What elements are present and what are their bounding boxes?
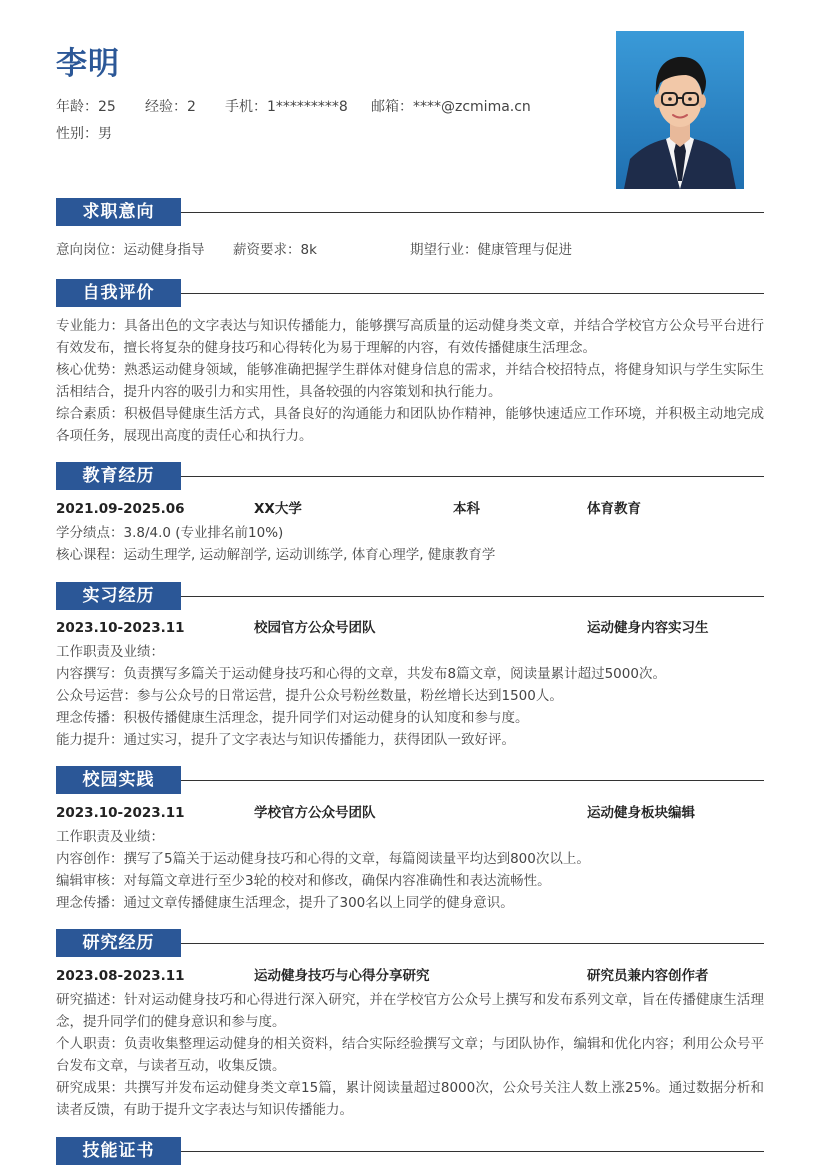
section-skills xyxy=(56,1137,764,1165)
section-intent xyxy=(56,198,764,226)
campus-line: 编辑审核：对每篇文章进行至少3轮的校对和修改，确保内容准确性和表达流畅性。 xyxy=(56,873,551,889)
research-topic: 运动健身技巧与心得分享研究 xyxy=(254,968,430,984)
campus-date: 2023.10-2023.11 xyxy=(56,805,185,821)
section-divider xyxy=(181,293,764,294)
section-divider xyxy=(181,943,764,944)
section-divider xyxy=(181,212,764,213)
intern-date: 2023.10-2023.11 xyxy=(56,620,185,636)
email-field: 邮箱：****@zcmima.cn xyxy=(371,99,531,115)
intent-position: 意向岗位：运动健身指导 xyxy=(56,242,205,258)
research-para: 研究成果：共撰写并发布运动健身类文章15篇，累计阅读量超过8000次，公众号关注人数上涨25%。通过数据分析和读者反馈，有助于提升文字表达与知识传播能力。 xyxy=(56,1080,764,1118)
intent-salary: 薪资要求：8k xyxy=(233,242,317,258)
age-field: 年龄：25 xyxy=(56,99,116,115)
gender-field: 性别：男 xyxy=(56,126,112,142)
intern-line: 内容撰写：负责撰写多篇关于运动健身技巧和心得的文章，共发布8篇文章，阅读量累计超过5000次。 xyxy=(56,666,666,682)
campus-line: 工作职责及业绩： xyxy=(56,829,164,845)
section-title: 求职意向 xyxy=(56,198,181,226)
section-self xyxy=(56,279,764,307)
section-campus xyxy=(56,766,764,794)
edu-courses: 核心课程：运动生理学, 运动解剖学, 运动训练学, 体育心理学, 健康教育学 xyxy=(56,547,496,563)
experience-field: 经验：2 xyxy=(145,99,196,115)
contact-row xyxy=(56,96,616,116)
campus-line: 理念传播：通过文章传播健康生活理念，提升了300名以上同学的健身意识。 xyxy=(56,895,514,911)
intern-line: 公众号运营：参与公众号的日常运营，提升公众号粉丝数量，粉丝增长达到1500人。 xyxy=(56,688,563,704)
candidate-name: 李明 xyxy=(56,46,120,82)
section-research xyxy=(56,929,764,957)
section-title: 实习经历 xyxy=(56,582,181,610)
edu-gpa: 学分绩点：3.8/4.0 (专业排名前10%) xyxy=(56,525,284,541)
edu-date: 2021.09-2025.06 xyxy=(56,501,185,517)
edu-major: 体育教育 xyxy=(587,501,641,517)
campus-org: 学校官方公众号团队 xyxy=(254,805,376,821)
section-divider xyxy=(181,780,764,781)
self-eval-para: 专业能力：具备出色的文字表达与知识传播能力，能够撰写高质量的运动健身类文章，并结合学校官方公众号平台进行有效发布，擅长将复杂的健身技巧和心得转化为易于理解的内容，有效传播健康生活理念。 xyxy=(56,318,764,356)
research-role: 研究员兼内容创作者 xyxy=(587,968,709,984)
edu-degree: 本科 xyxy=(453,501,480,517)
section-title: 自我评价 xyxy=(56,279,181,307)
section-internship xyxy=(56,582,764,610)
section-education xyxy=(56,462,764,490)
intern-role: 运动健身内容实习生 xyxy=(587,620,709,636)
intent-row xyxy=(56,239,764,261)
intern-line: 理念传播：积极传播健康生活理念，提升同学们对运动健身的认知度和参与度。 xyxy=(56,710,529,726)
research-header-row xyxy=(56,965,764,987)
portrait-illustration xyxy=(616,31,744,189)
portrait-photo xyxy=(616,31,744,189)
section-title: 技能证书 xyxy=(56,1137,181,1165)
research-para: 个人职责：负责收集整理运动健身的相关资料，结合实际经验撰写文章；与团队协作，编辑和优化内容；利用公众号平台发布文章，与读者互动，收集反馈。 xyxy=(56,1036,764,1074)
campus-header-row xyxy=(56,802,764,824)
research-para: 研究描述：针对运动健身技巧和心得进行深入研究，并在学校官方公众号上撰写和发布系列文章，旨在传播健康生活理念，提升同学们的健身意识和参与度。 xyxy=(56,992,764,1030)
section-title: 校园实践 xyxy=(56,766,181,794)
self-eval-para: 核心优势：熟悉运动健身领域，能够准确把握学生群体对健身信息的需求，并结合校招特点，将健身知识与学生实际生活相结合，提升内容的吸引力和实用性，具备较强的内容策划和执行能力。 xyxy=(56,362,764,400)
section-title: 研究经历 xyxy=(56,929,181,957)
intern-org: 校园官方公众号团队 xyxy=(254,620,376,636)
internship-header-row xyxy=(56,617,764,639)
education-header-row xyxy=(56,498,764,520)
self-eval-para: 综合素质：积极倡导健康生活方式，具备良好的沟通能力和团队协作精神，能够快速适应工作环境，并积极主动地完成各项任务，展现出高度的责任心和执行力。 xyxy=(56,406,764,444)
intent-industry: 期望行业：健康管理与促进 xyxy=(410,242,572,258)
campus-line: 内容创作：撰写了5篇关于运动健身技巧和心得的文章，每篇阅读量平均达到800次以上。 xyxy=(56,851,590,867)
section-title: 教育经历 xyxy=(56,462,181,490)
phone-field: 手机：1*********8 xyxy=(225,99,348,115)
section-divider xyxy=(181,476,764,477)
intern-line: 能力提升：通过实习，提升了文字表达与知识传播能力，获得团队一致好评。 xyxy=(56,732,515,748)
edu-school: XX大学 xyxy=(254,501,302,517)
section-divider xyxy=(181,1151,764,1152)
campus-role: 运动健身板块编辑 xyxy=(587,805,695,821)
research-date: 2023.08-2023.11 xyxy=(56,968,185,984)
intern-line: 工作职责及业绩： xyxy=(56,644,164,660)
section-divider xyxy=(181,596,764,597)
